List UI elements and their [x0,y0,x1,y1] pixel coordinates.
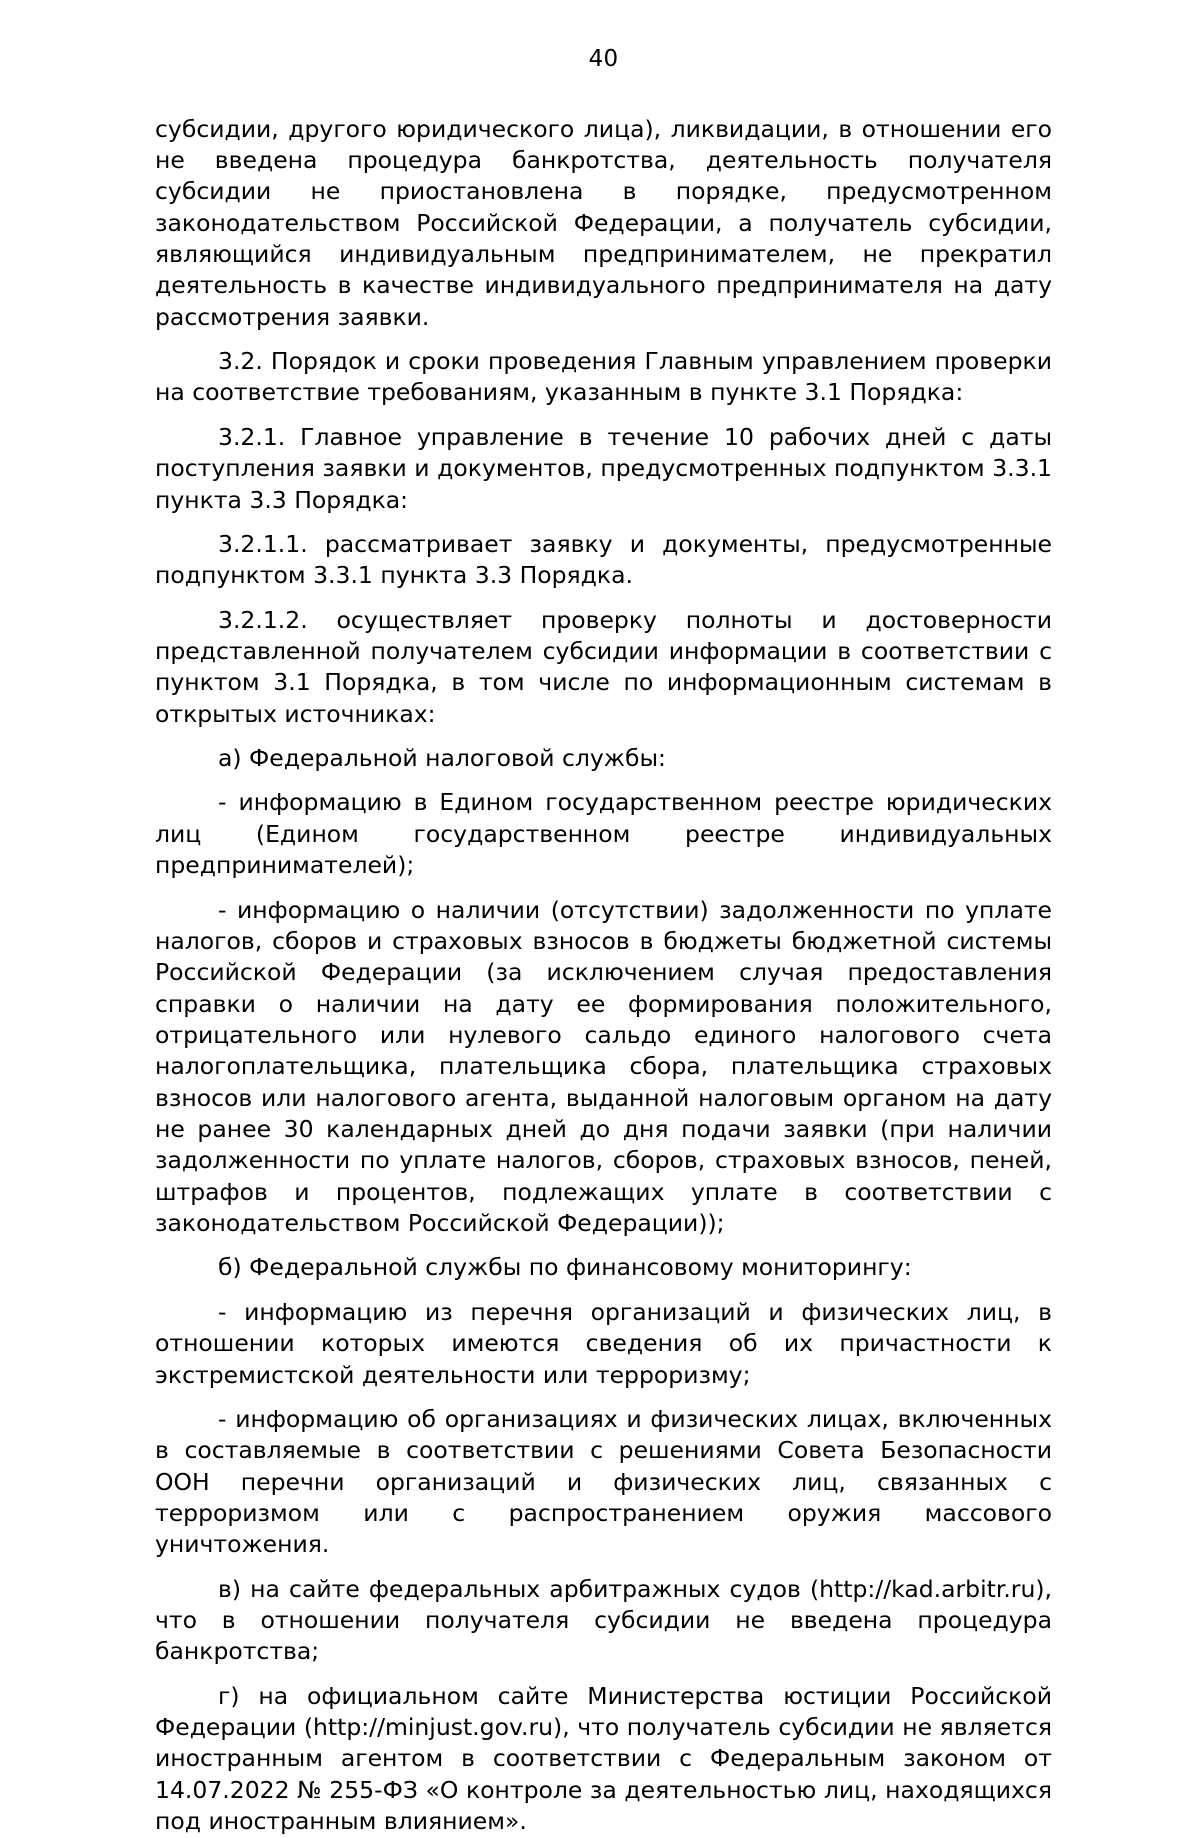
paragraph-12: в) на сайте федеральных арбитражных судов (http://kad.arbitr.ru), что в отношении получателя субсидии не введена процедура банкротства; [155,1574,1052,1666]
paragraph-13: г) на официальном сайте Министерства юстиции Российской Федерации (http://minjust.gov.ru), что получатель субсидии не является иностранным агентом в соответствии с Федеральным законом от 14.07.2022 № 255-ФЗ «О контроле за деятельностью лиц, находящихся под иностранным влиянием». [155,1681,1052,1836]
paragraph-9: б) Федеральной службы по финансовому мониторингу: [218,1253,912,1282]
paragraph-1: субсидии, другого юридического лица), ликвидации, в отношении его не введена процедура банкротства, деятельность получателя субсидии не приостановлена в порядке, предусмотренном законодательством Российской Федерации, а получатель субсидии, являющийся индивидуальным предпринимателем, не прекратил деятельность в качестве индивидуального предпринимателя на дату рассмотрения заявки. [155,114,1052,331]
paragraph-4: 3.2.1.1. рассматривает заявку и документы, предусмотренные подпунктом 3.3.1 пункта 3.3 Порядка. [155,529,1052,590]
paragraph-10: - информацию из перечня организаций и физических лиц, в отношении которых имеются сведения об их причастности к экстремистской деятельности или терроризму; [155,1297,1052,1389]
paragraph-8: - информацию о наличии (отсутствии) задолженности по уплате налогов, сборов и страховых взносов в бюджеты бюджетной системы Российской Федерации (за исключением случая предоставления справки о наличии на дату ее формирования положительного, отрицательного или нулевого сальдо единого налогового счета налогоплательщика, плательщика сбора, плательщика страховых взносов или налогового агента, выданной налоговым органом на дату не ранее 30 календарных дней до дня подачи заявки (при наличии задолженности по уплате налогов, сборов, страховых взносов, пеней, штрафов и процентов, подлежащих уплате в соответствии с законодательством Российской Федерации)); [155,895,1052,1238]
paragraph-7: - информацию в Едином государственном реестре юридических лиц (Едином государственном реестре индивидуальных предпринимателей); [155,788,1052,880]
page-number: 40 [588,46,619,72]
paragraph-2: 3.2. Порядок и сроки проведения Главным управлением проверки на соответствие требованиям, указанным в пункте 3.1 Порядка: [155,347,1052,407]
paragraph-11: - информацию об организациях и физических лицах, включенных в составляемые в соответствии с решениями Совета Безопасности ООН перечни организаций и физических лиц, связанных с терроризмом или с распространением оружия массового уничтожения. [155,1404,1052,1559]
document-body [155,114,1052,1838]
paragraph-5: 3.2.1.2. осуществляет проверку полноты и достоверности представленной получателем субсидии информации в соответствии с пунктом 3.1 Порядка, в том числе по информационным системам в открытых источниках: [155,605,1052,728]
paragraph-6: а) Федеральной налоговой службы: [218,744,666,773]
paragraph-3: 3.2.1. Главное управление в течение 10 рабочих дней с даты поступления заявки и документов, предусмотренных подпунктом 3.3.1 пункта 3.3 Порядка: [155,422,1052,514]
